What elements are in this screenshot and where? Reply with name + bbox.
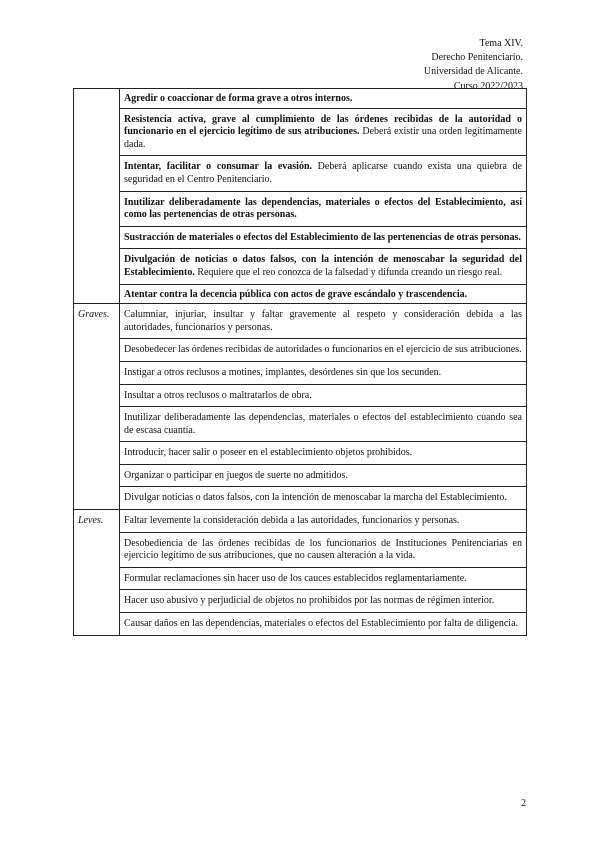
infraction-text: Introducir, hacer salir o poseer en el establecimiento objetos prohibidos.: [124, 447, 413, 459]
table-row: [74, 304, 527, 339]
infraction-description: [120, 384, 527, 407]
category-cell: [74, 89, 120, 304]
header-university: Universidad de Alicante.: [423, 66, 523, 78]
category-cell: Graves.: [74, 304, 120, 510]
header-subject: Derecho Penitenciario.: [431, 52, 523, 64]
table-row: [74, 532, 527, 567]
infraction-description: [120, 567, 527, 590]
infraction-description: [120, 108, 527, 156]
infraction-description: [120, 339, 527, 362]
infraction-text: Requiere que el reo conozca de la falsedad y difunda creando un riesgo real.: [194, 266, 503, 278]
infraction-text: Desobedecer las órdenes recibidas de autoridades o funcionarios en el ejercicio de sus atribuciones.: [124, 344, 522, 356]
table-row: [74, 384, 527, 407]
header-topic: Tema XIV.: [479, 38, 523, 49]
table-row: [74, 590, 527, 613]
infraction-description: [120, 361, 527, 384]
infraction-title: Intentar, facilitar o consumar la evasión.: [124, 161, 313, 173]
table-row: [74, 339, 527, 362]
infraction-text: Insultar a otros reclusos o maltratarlos de obra.: [124, 389, 312, 401]
infraction-text: Hacer uso abusivo y perjudicial de objetos no prohibidos por las normas de régimen interior.: [124, 595, 495, 607]
infraction-text: Desobediencia de las órdenes recibidas de los funcionarios de Instituciones Penitenciarias en ejercicio legítimo de sus atribuciones, que no causen alteración a la vida.: [124, 537, 522, 562]
table-row: [74, 361, 527, 384]
table-row: [74, 156, 527, 191]
page-number: 2: [521, 798, 526, 809]
infraction-description: [120, 613, 527, 636]
infraction-text: Organizar o participar en juegos de suerte no admitidos.: [124, 469, 348, 481]
infraction-text: Instigar a otros reclusos a motines, implantes, desórdenes sin que los secunden.: [124, 366, 442, 378]
infraction-description: [120, 590, 527, 613]
table-row: [74, 108, 527, 156]
infraction-text: Causar daños en las dependencias, materiales o efectos del Establecimiento por falta de diligencia.: [124, 618, 519, 630]
infraction-title: Sustracción de materiales o efectos del Establecimiento de las pertenencias de otras personas.: [124, 231, 521, 243]
infractions-table-body: [74, 89, 527, 636]
infraction-title: Divulgación de noticias o datos falsos, con la intención de menoscabar la seguridad del Establecimiento.: [124, 254, 522, 278]
infraction-title: Agredir o coaccionar de forma grave a otros internos.: [124, 93, 353, 104]
table-row: [74, 442, 527, 465]
table-row: [74, 226, 527, 249]
infraction-description: [120, 510, 527, 533]
infraction-title: Resistencia activa, grave al cumplimiento de las órdenes recibidas de la autoridad o funcionario en el ejercicio legítimo de sus atribuciones.: [124, 113, 522, 138]
table-row: [74, 510, 527, 533]
infraction-description: [120, 191, 527, 226]
table-row: [74, 191, 527, 226]
table-row: [74, 487, 527, 510]
infraction-text: Calumniar, injuriar, insultar y faltar gravemente al respeto y consideración debida a las autoridades, funcionarios y personas.: [124, 309, 522, 333]
table-row: [74, 89, 527, 109]
infraction-description: [120, 249, 527, 284]
table-row: [74, 567, 527, 590]
infractions-table: [73, 88, 527, 636]
infraction-description: [120, 407, 527, 442]
infraction-text: Faltar levemente la consideración debida a las autoridades, funcionarios y personas.: [124, 515, 460, 527]
infraction-text: Deberá aplicarse cuando exista una quiebra de seguridad en el Centro Penitenciario.: [124, 161, 522, 185]
infraction-description: [120, 487, 527, 510]
infraction-text: Inutilizar deliberadamente las dependencias, materiales o efectos del establecimiento cuando sea de escasa cuantía.: [124, 412, 522, 436]
infraction-title: Atentar contra la decencia pública con actos de grave escándalo y trascendencia.: [124, 288, 468, 300]
table-row: [74, 407, 527, 442]
infraction-title: Inutilizar deliberadamente las dependencias, materiales o efectos del Establecimiento, así como las pertenencias de otras personas.: [124, 196, 522, 221]
table-row: [74, 464, 527, 487]
infraction-text: Deberá existir una orden legítimamente dada.: [124, 126, 522, 150]
table-row: [74, 249, 527, 284]
infraction-description: [120, 464, 527, 487]
infraction-description: [120, 304, 527, 339]
table-row: [74, 613, 527, 636]
infraction-description: [120, 89, 527, 109]
page-header: [424, 37, 523, 94]
table-row: [74, 284, 527, 304]
category-cell: Leves.: [74, 510, 120, 636]
infraction-description: [120, 442, 527, 465]
infraction-text: Formular reclamaciones sin hacer uso de los cauces establecidos reglamentariamente.: [124, 572, 467, 584]
infraction-text: Divulgar noticias o datos falsos, con la intención de menoscabar la marcha del Establecimiento.: [124, 492, 507, 504]
header-course: Curso 2022/2023: [453, 80, 523, 92]
infraction-description: [120, 532, 527, 567]
infraction-description: [120, 156, 527, 191]
infraction-description: [120, 284, 527, 304]
infraction-description: [120, 226, 527, 249]
